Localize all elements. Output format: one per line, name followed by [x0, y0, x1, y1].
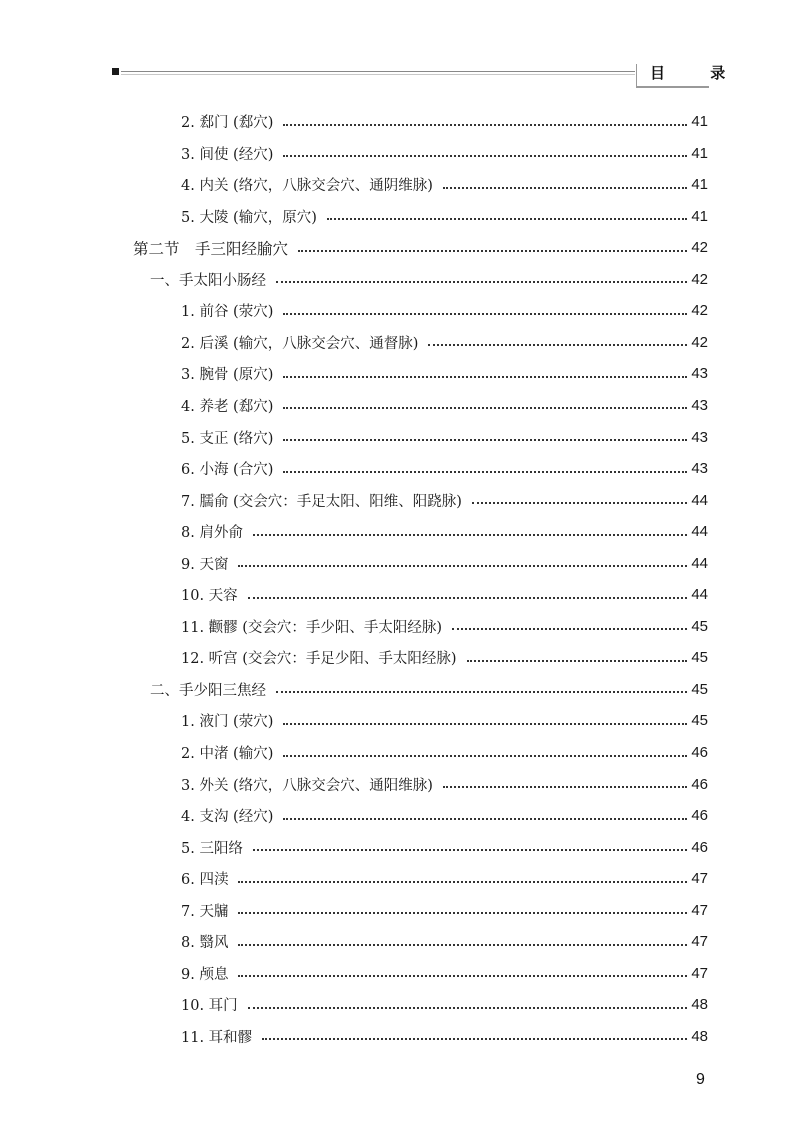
running-header-title: 目 录: [650, 64, 746, 82]
toc-item-entry[interactable]: [181, 769, 708, 800]
toc-entry-page-number: 44: [691, 554, 708, 572]
toc-entry-page-number: 46: [691, 838, 708, 856]
toc-dot-leader: [283, 407, 687, 409]
toc-entry-page-number: 43: [691, 365, 708, 383]
toc-entry-label: 12. 听宫 (交会穴：手足少阳、手太阳经脉): [181, 651, 457, 668]
toc-dot-leader: [283, 818, 687, 820]
toc-entry-label: 6. 小海 (合穴): [181, 462, 274, 479]
toc-entry-label: 2. 郄门 (郄穴): [181, 115, 274, 131]
toc-entry-label: 1. 液门 (荥穴): [181, 714, 274, 731]
toc-dot-leader: [443, 786, 687, 788]
toc-item-entry[interactable]: [181, 358, 708, 389]
toc-dot-leader: [238, 944, 687, 946]
toc-entry-page-number: 48: [691, 1027, 708, 1045]
toc-dot-leader: [283, 723, 687, 725]
toc-item-entry[interactable]: [181, 422, 708, 453]
toc-entry-page-number: 42: [691, 302, 708, 320]
toc-item-entry[interactable]: [181, 611, 708, 642]
toc-entry-page-number: 46: [691, 744, 708, 761]
toc-entry-page-number: 47: [691, 870, 708, 888]
toc-item-entry[interactable]: [181, 737, 708, 768]
toc-item-entry[interactable]: [181, 1021, 708, 1052]
toc-item-entry[interactable]: [181, 989, 708, 1020]
toc-item-entry[interactable]: [181, 548, 708, 579]
toc-item-entry[interactable]: [181, 705, 708, 736]
toc-entry-label: 5. 大陵 (输穴，原穴): [181, 209, 317, 226]
toc-dot-leader: [238, 565, 687, 567]
toc-entry-label: 7. 臑俞 (交会穴：手足太阳、阳维、阳跷脉): [181, 493, 462, 510]
toc-item-entry[interactable]: [181, 579, 708, 610]
toc-entry-label: 2. 后溪 (输穴，八脉交会穴、通督脉): [181, 335, 419, 352]
toc-dot-leader: [276, 691, 687, 693]
toc-item-entry[interactable]: [181, 106, 708, 137]
toc-entry-page-number: 47: [691, 901, 708, 919]
toc-entry-label: 1. 前谷 (荥穴): [181, 304, 274, 321]
toc-entry-label: 5. 支正 (络穴): [181, 430, 274, 447]
toc-item-entry[interactable]: [181, 863, 708, 894]
toc-entry-page-number: 47: [691, 964, 708, 982]
toc-dot-leader: [283, 755, 687, 757]
toc-chapter-entry[interactable]: [150, 264, 708, 295]
toc-entry-page-number: 41: [691, 144, 708, 162]
toc-item-entry[interactable]: [181, 800, 708, 831]
toc-entry-label: 9. 天窗: [181, 556, 229, 573]
toc-entry-label: 10. 天容: [181, 588, 238, 605]
toc-entry-page-number: 48: [691, 996, 708, 1014]
toc-dot-leader: [283, 313, 687, 315]
page-number: 9: [696, 1071, 705, 1088]
toc-dot-leader: [283, 155, 687, 157]
toc-entry-label: 一、手太阳小肠经: [150, 272, 266, 289]
toc-dot-leader: [276, 281, 687, 283]
toc-entry-page-number: 44: [691, 491, 708, 509]
toc-entry-label: 4. 支沟 (经穴): [181, 809, 274, 826]
toc-entry-label: 6. 四渎: [181, 872, 229, 889]
header-rule: [121, 71, 635, 72]
toc-item-entry[interactable]: [181, 642, 708, 673]
toc-entry-page-number: 43: [691, 460, 708, 478]
toc-section-entry[interactable]: [133, 232, 708, 263]
toc-item-entry[interactable]: [181, 201, 708, 232]
toc-dot-leader: [443, 187, 687, 189]
toc-dot-leader: [238, 975, 687, 977]
toc-dot-leader: [298, 250, 687, 252]
toc-dot-leader: [238, 881, 687, 883]
toc-entry-page-number: 45: [691, 680, 708, 698]
toc-entry-label: 7. 天牖: [181, 903, 229, 920]
toc-item-entry[interactable]: [181, 327, 708, 358]
toc-dot-leader: [452, 628, 687, 630]
toc-entry-page-number: 47: [691, 933, 708, 951]
toc-item-entry[interactable]: [181, 958, 708, 989]
toc-dot-leader: [283, 471, 687, 473]
toc-entry-label: 第二节 手三阳经腧穴: [133, 239, 289, 258]
toc-entry-page-number: 46: [691, 775, 708, 793]
toc-item-entry[interactable]: [181, 138, 708, 169]
toc-entry-label: 二、手少阳三焦经: [150, 682, 266, 699]
toc-dot-leader: [283, 124, 687, 126]
toc-entry-page-number: 46: [691, 807, 708, 825]
toc-entry-page-number: 45: [691, 649, 708, 667]
toc-dot-leader: [253, 849, 687, 851]
toc-entry-page-number: 43: [691, 396, 708, 414]
toc-item-entry[interactable]: [181, 832, 708, 863]
header-square-mark: [112, 68, 119, 75]
toc-item-entry[interactable]: [181, 390, 708, 421]
toc-entry-page-number: 42: [691, 270, 708, 288]
toc-entry-label: 5. 三阳络: [181, 840, 243, 857]
toc-entry-page-number: 42: [691, 239, 708, 257]
toc-dot-leader: [248, 597, 688, 599]
toc-item-entry[interactable]: [181, 516, 708, 547]
toc-item-entry[interactable]: [181, 453, 708, 484]
toc-item-entry[interactable]: [181, 295, 708, 326]
toc-entry-page-number: 43: [691, 428, 708, 446]
toc-entry-page-number: 44: [691, 523, 708, 541]
toc-dot-leader: [428, 344, 687, 346]
toc-entry-page-number: 41: [691, 113, 708, 130]
toc-entry-label: 4. 养老 (郄穴): [181, 398, 274, 415]
toc-entry-page-number: 44: [691, 586, 708, 604]
toc-entry-label: 10. 耳门: [181, 998, 238, 1015]
toc-dot-leader: [238, 912, 687, 914]
toc-entry-label: 3. 间使 (经穴): [181, 146, 274, 163]
toc-entry-label: 3. 腕骨 (原穴): [181, 367, 274, 384]
toc-dot-leader: [327, 218, 687, 220]
toc-entry-page-number: 45: [691, 712, 708, 730]
toc-item-entry[interactable]: [181, 895, 708, 926]
toc-dot-leader: [283, 439, 687, 441]
toc-entry-page-number: 45: [691, 617, 708, 635]
toc-entry-label: 11. 颧髎 (交会穴：手少阳、手太阳经脉): [181, 619, 443, 636]
toc-entry-label: 3. 外关 (络穴，八脉交会穴、通阳维脉): [181, 777, 433, 794]
toc-entry-label: 8. 翳风: [181, 935, 229, 952]
toc-entry-label: 4. 内关 (络穴，八脉交会穴、通阴维脉): [181, 178, 433, 195]
toc-dot-leader: [467, 660, 688, 662]
toc-entry-page-number: 41: [691, 207, 708, 225]
toc-entry-label: 9. 颅息: [181, 966, 229, 983]
toc-entry-page-number: 41: [691, 176, 708, 194]
toc-dot-leader: [253, 534, 687, 536]
toc-entry-label: 11. 耳和髎: [181, 1029, 253, 1046]
toc-dot-leader: [262, 1038, 687, 1040]
toc-entry-label: 8. 肩外俞: [181, 525, 243, 542]
toc-item-entry[interactable]: [181, 485, 708, 516]
toc-item-entry[interactable]: [181, 169, 708, 200]
toc-entry-page-number: 42: [691, 333, 708, 351]
toc-dot-leader: [283, 376, 687, 378]
toc-dot-leader: [472, 502, 687, 504]
toc-dot-leader: [248, 1007, 688, 1009]
header-rule-shadow: [121, 74, 635, 75]
toc-item-entry[interactable]: [181, 926, 708, 957]
toc-entry-label: 2. 中渚 (输穴): [181, 746, 274, 762]
toc-chapter-entry[interactable]: [150, 674, 708, 705]
